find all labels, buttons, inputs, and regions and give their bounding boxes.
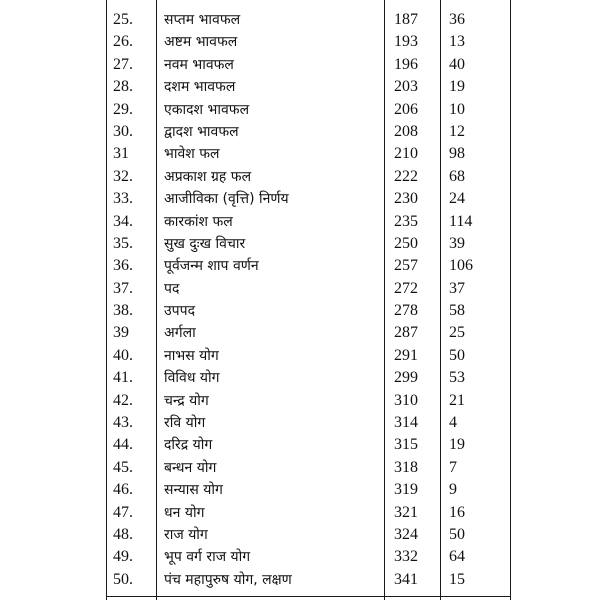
verse-count: 36 xyxy=(449,11,465,28)
table-row xyxy=(0,211,600,233)
table-row xyxy=(0,188,600,210)
topic-title: सप्तम भावफल xyxy=(164,12,241,28)
row-number: 27. xyxy=(113,55,133,73)
page-number: 193 xyxy=(394,33,418,51)
page-number: 310 xyxy=(394,391,418,409)
topic-title: भावेश फल xyxy=(164,146,220,163)
topic-title: दशम भावफल xyxy=(164,79,236,96)
table-border-bottom xyxy=(106,596,511,597)
topic-title: पूर्वजन्म शाप वर्णन xyxy=(164,258,259,275)
table-row xyxy=(0,412,600,434)
verse-count: 7 xyxy=(449,458,457,476)
page-number: 210 xyxy=(394,145,418,163)
verse-count: 106 xyxy=(449,257,473,275)
row-number: 30. xyxy=(113,122,133,140)
verse-count: 21 xyxy=(449,391,465,409)
row-number: 46. xyxy=(113,481,133,499)
verse-count: 37 xyxy=(449,279,465,297)
row-number: 26. xyxy=(113,33,133,51)
page-number: 341 xyxy=(394,570,418,588)
page-number: 319 xyxy=(394,481,418,499)
contents-table-body xyxy=(0,9,600,591)
page-number: 257 xyxy=(394,257,418,275)
row-number: 32. xyxy=(113,167,133,185)
topic-title: द्वादश भावफल xyxy=(164,123,239,140)
table-row xyxy=(0,322,600,344)
page-number: 315 xyxy=(394,436,418,454)
topic-title: नवम भावफल xyxy=(164,56,234,73)
topic-title: सुख दुःख विचार xyxy=(164,235,246,252)
topic-title: सन्यास योग xyxy=(164,482,223,499)
table-row xyxy=(0,9,600,31)
topic-title: पंच महापुरुष योग, लक्षण xyxy=(164,571,292,588)
topic-title: अर्गला xyxy=(164,325,196,342)
verse-count: 13 xyxy=(449,33,465,51)
row-number: 42. xyxy=(113,391,133,409)
row-number: 31 xyxy=(113,145,129,163)
page-number: 206 xyxy=(394,100,418,118)
verse-count: 15 xyxy=(449,570,465,588)
page-number: 208 xyxy=(394,122,418,140)
verse-count: 9 xyxy=(449,481,457,499)
table-row xyxy=(0,278,600,300)
page-number: 314 xyxy=(394,414,418,432)
page-number: 324 xyxy=(394,525,418,543)
table-row xyxy=(0,502,600,524)
row-number: 38. xyxy=(113,302,133,320)
topic-title: राज योग xyxy=(164,526,208,543)
row-number: 49. xyxy=(113,548,133,566)
topic-title: अष्टम भावफल xyxy=(164,34,238,51)
table-row xyxy=(0,367,600,389)
topic-title: एकादश भावफल xyxy=(164,101,250,118)
verse-count: 25 xyxy=(449,324,465,342)
row-number: 41. xyxy=(113,369,133,387)
topic-title: बन्धन योग xyxy=(164,459,217,476)
verse-count: 12 xyxy=(449,122,465,140)
row-number: 25. xyxy=(113,11,133,28)
topic-title: अप्रकाश ग्रह फल xyxy=(164,168,252,185)
page-number: 318 xyxy=(394,458,418,476)
table-row xyxy=(0,479,600,501)
verse-count: 114 xyxy=(449,212,473,230)
verse-count: 53 xyxy=(449,369,465,387)
topic-title: आजीविका (वृत्ति) निर्णय xyxy=(164,191,289,208)
verse-count: 68 xyxy=(449,167,465,185)
topic-title: उपपद xyxy=(164,303,196,320)
row-number: 50. xyxy=(113,570,133,588)
table-row xyxy=(0,390,600,412)
row-number: 34. xyxy=(113,212,133,230)
table-row xyxy=(0,54,600,76)
row-number: 48. xyxy=(113,525,133,543)
verse-count: 58 xyxy=(449,302,465,320)
table-row xyxy=(0,76,600,98)
verse-count: 16 xyxy=(449,503,465,521)
table-row xyxy=(0,31,600,53)
row-number: 36. xyxy=(113,257,133,275)
topic-title: धन योग xyxy=(164,504,205,521)
page-number: 187 xyxy=(394,11,418,28)
row-number: 28. xyxy=(113,78,133,96)
table-row xyxy=(0,457,600,479)
table-row xyxy=(0,300,600,322)
verse-count: 50 xyxy=(449,346,465,364)
verse-count: 39 xyxy=(449,234,465,252)
verse-count: 64 xyxy=(449,548,465,566)
table-row xyxy=(0,546,600,568)
table-row xyxy=(0,143,600,165)
row-number: 37. xyxy=(113,279,133,297)
topic-title: कारकांश फल xyxy=(164,213,233,230)
page-number: 278 xyxy=(394,302,418,320)
table-row xyxy=(0,233,600,255)
page-number: 272 xyxy=(394,279,418,297)
verse-count: 19 xyxy=(449,436,465,454)
verse-count: 19 xyxy=(449,78,465,96)
topic-title: भूप वर्ग राज योग xyxy=(164,549,251,566)
row-number: 44. xyxy=(113,436,133,454)
topic-title: पद xyxy=(164,280,180,297)
row-number: 33. xyxy=(113,190,133,208)
table-row xyxy=(0,166,600,188)
page-number: 222 xyxy=(394,167,418,185)
table-row xyxy=(0,121,600,143)
page-number: 196 xyxy=(394,55,418,73)
page-number: 235 xyxy=(394,212,418,230)
table-row xyxy=(0,434,600,456)
page-number: 250 xyxy=(394,234,418,252)
row-number: 29. xyxy=(113,100,133,118)
topic-title: रवि योग xyxy=(164,415,206,432)
topic-title: नाभस योग xyxy=(164,347,219,364)
row-number: 39 xyxy=(113,324,129,342)
row-number: 35. xyxy=(113,234,133,252)
row-number: 47. xyxy=(113,503,133,521)
page-number: 291 xyxy=(394,346,418,364)
table-row xyxy=(0,255,600,277)
page-number: 321 xyxy=(394,503,418,521)
topic-title: दरिद्र योग xyxy=(164,437,213,454)
verse-count: 10 xyxy=(449,100,465,118)
verse-count: 24 xyxy=(449,190,465,208)
verse-count: 40 xyxy=(449,55,465,73)
table-row xyxy=(0,345,600,367)
table-row xyxy=(0,99,600,121)
page-number: 230 xyxy=(394,190,418,208)
row-number: 40. xyxy=(113,346,133,364)
table-row xyxy=(0,524,600,546)
verse-count: 4 xyxy=(449,414,457,432)
topic-title: विविध योग xyxy=(164,370,220,387)
topic-title: चन्द्र योग xyxy=(164,392,209,409)
page-number: 203 xyxy=(394,78,418,96)
row-number: 43. xyxy=(113,414,133,432)
page-number: 287 xyxy=(394,324,418,342)
verse-count: 50 xyxy=(449,525,465,543)
verse-count: 98 xyxy=(449,145,465,163)
row-number: 45. xyxy=(113,458,133,476)
table-row xyxy=(0,569,600,591)
page-number: 299 xyxy=(394,369,418,387)
page-number: 332 xyxy=(394,548,418,566)
